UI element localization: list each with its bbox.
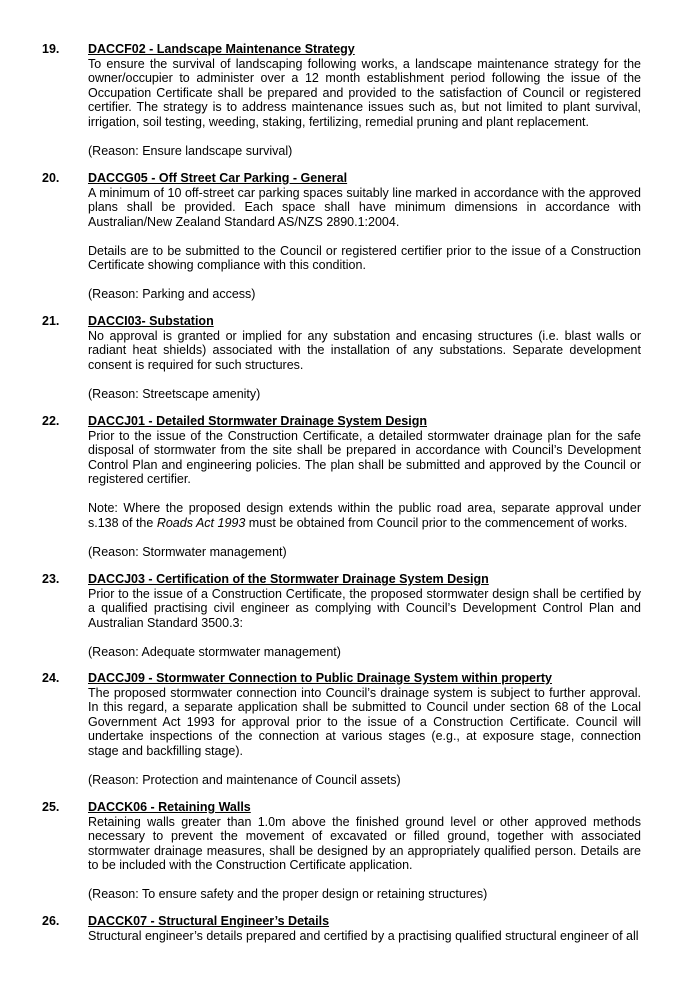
condition-paragraph: The proposed stormwater connection into Council’s drainage system is subject to further approval. In this regard, a separate application shall be submitted to Council under section 68 of the Local Government Act 1993 for approval prior to the issue of a Construction Certificate. Council will undertake inspections of the connection at various stages (e.g., at exposure stage, connection stage and backfilling stage). <box>88 685 641 758</box>
condition-number: 23. <box>42 572 60 586</box>
condition-reason: (Reason: To ensure safety and the proper design or retaining structures) <box>88 887 488 901</box>
condition-title: DACCI03- Substation <box>88 314 214 328</box>
condition-reason: (Reason: Streetscape amenity) <box>88 386 261 401</box>
condition-title: DACCF02 - Landscape Maintenance Strategy <box>88 42 355 56</box>
condition-number: 24. <box>42 671 60 685</box>
condition-number: 20. <box>42 171 60 185</box>
condition-title: DACCK07 - Structural Engineer’s Details <box>88 914 330 928</box>
condition-number: 22. <box>42 414 60 428</box>
condition-title: DACCJ09 - Stormwater Connection to Public Drainage System within property <box>88 671 552 685</box>
condition-number: 25. <box>42 800 60 814</box>
condition-paragraph: Retaining walls greater than 1.0m above the finished ground level or other approved methods necessary to prevent the movement of excavated or filled ground, together with associated stormwater drainage measures, shall be designed by an appropriately qualified person. Details are to be included with the Construction Certificate application. <box>88 814 641 872</box>
condition-title: DACCJ01 - Detailed Stormwater Drainage System Design <box>88 414 427 428</box>
condition-number: 26. <box>42 914 60 928</box>
condition-paragraph: Details are to be submitted to the Council or registered certifier prior to the issue of a Construction Certificate showing compliance with this condition. <box>88 243 641 272</box>
note-act-name: Roads Act 1993 <box>156 515 246 530</box>
condition-number: 21. <box>42 314 60 328</box>
condition-paragraph: A minimum of 10 off-street car parking spaces suitably line marked in accordance with the approved plans shall be provided. Each space shall have minimum dimensions in accordance with Australian/New Zealand Standard AS/NZS 2890.1:2004. <box>88 185 641 229</box>
condition-number: 19. <box>42 42 60 56</box>
condition-title: DACCK06 - Retaining Walls <box>88 800 251 814</box>
condition-note <box>88 501 641 530</box>
condition-paragraph: No approval is granted or implied for any substation and encasing structures (i.e. blast walls or radiant heat shields) associated with the installation of any substations. Separate development consent is required for such structures. <box>88 328 641 372</box>
condition-paragraph: Prior to the issue of the Construction Certificate, a detailed stormwater drainage plan for the safe disposal of stormwater from the site shall be prepared in accordance with Council’s Development Control Plan and engineering policies. The plan shall be submitted and approved by the Council or registered certifier. <box>88 428 641 486</box>
condition-title: DACCJ03 - Certification of the Stormwater Drainage System Design <box>88 572 489 586</box>
condition-paragraph: Prior to the issue of a Construction Certificate, the proposed stormwater design shall be certified by a qualified practising civil engineer as complying with Council’s Development Control Plan and Australian Standard 3500.3: <box>88 586 641 630</box>
condition-reason: (Reason: Parking and access) <box>88 287 256 301</box>
condition-title: DACCG05 - Off Street Car Parking - General <box>88 171 348 185</box>
note-prefix: Note: Where the proposed design extends within the public road area, separate approval under s.138 of the <box>88 501 641 530</box>
condition-reason: (Reason: Adequate stormwater management) <box>88 644 341 659</box>
condition-reason: (Reason: Protection and maintenance of Council assets) <box>88 772 401 787</box>
condition-reason: (Reason: Ensure landscape survival) <box>88 143 293 158</box>
condition-reason: (Reason: Stormwater management) <box>88 544 287 559</box>
note-suffix: must be obtained from Council prior to the commencement of works. <box>245 515 628 530</box>
condition-paragraph: To ensure the survival of landscaping following works, a landscape maintenance strategy for the owner/occupier to administer over a 12 month establishment period following the issue of the Occupation Certificate shall be prepared and provided to the satisfaction of Council or registered certifier. The strategy is to address maintenance issues such as, but not limited to plant survival, irrigation, soil testing, weeding, staking, fertilizing, remedial pruning and plant replacement. <box>88 56 641 129</box>
condition-paragraph: Structural engineer’s details prepared and certified by a practising qualified structural engineer of all <box>88 928 639 943</box>
